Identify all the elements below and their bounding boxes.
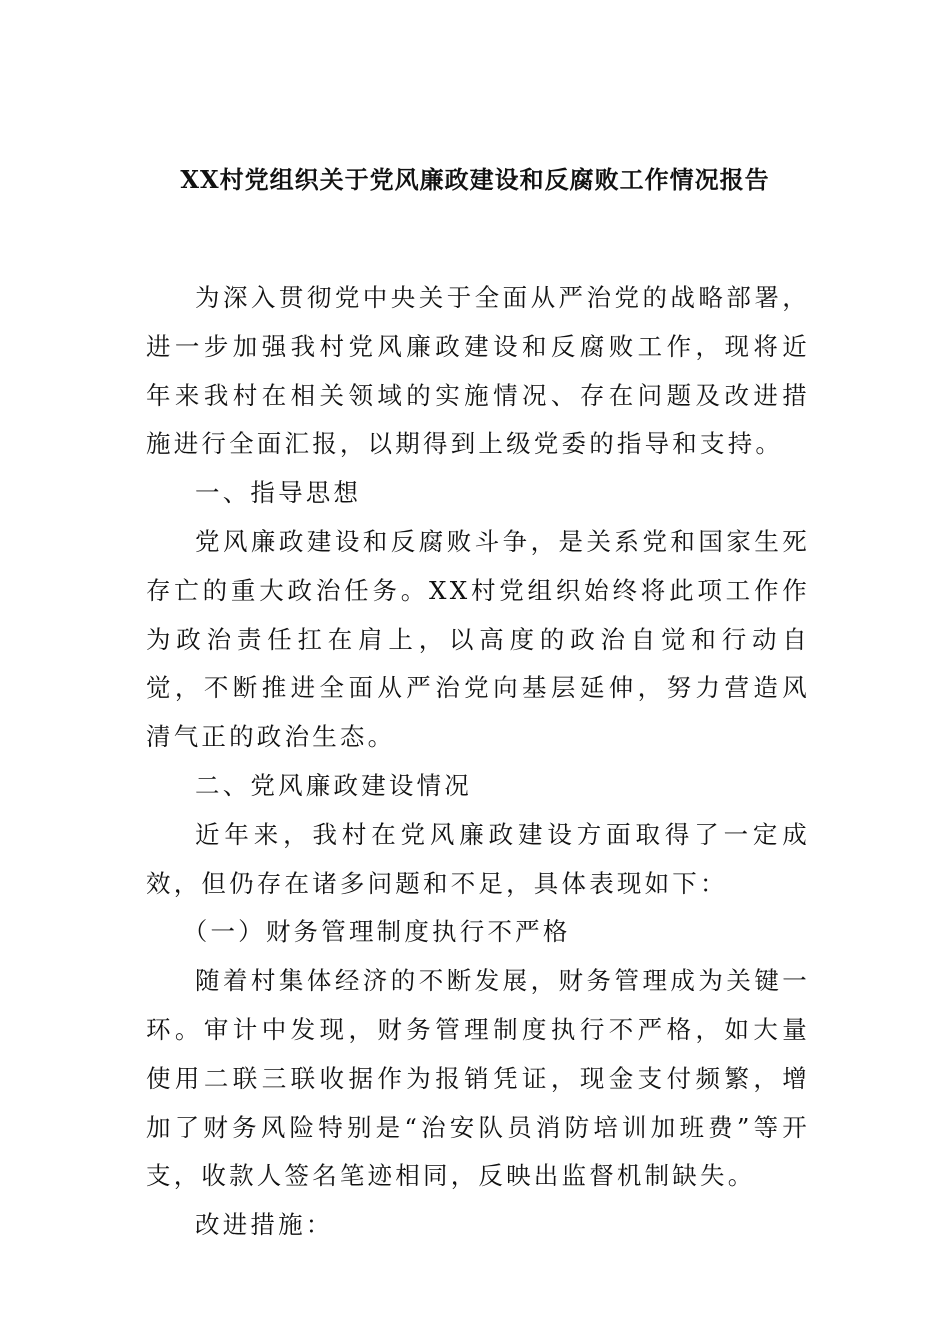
- section-heading-construction-status: 二、党风廉政建设情况: [195, 770, 472, 800]
- guiding-ideology-paragraph: 党风廉政建设和反腐败斗争，是关系党和国家生死存亡的重大政治任务。XX村党组织始终将此项工作作为政治责任扛在肩上，以高度的政治自觉和行动自觉，不断推进全面从严治党向基层延伸，努力营造风清气正的政治生态。: [146, 526, 810, 752]
- document-body: [146, 274, 810, 1250]
- section-heading-guiding-ideology: 一、指导思想: [195, 478, 362, 508]
- subsection-heading-finance: （一）财务管理制度执行不严格: [182, 917, 571, 947]
- construction-status-paragraph: 近年来，我村在党风廉政建设方面取得了一定成效，但仍存在诸多问题和不足，具体表现如下：: [146, 819, 810, 898]
- intro-paragraph: 为深入贯彻党中央关于全面从严治党的战略部署，进一步加强我村党风廉政建设和反腐败工作，现将近年来我村在相关领域的实施情况、存在问题及改进措施进行全面汇报，以期得到上级党委的指导和支持。: [146, 283, 810, 459]
- improvement-measures-label: 改进措施：: [195, 1210, 334, 1240]
- document-title: XX村党组织关于党风廉政建设和反腐败工作情况报告: [180, 165, 770, 194]
- finance-paragraph: 随着村集体经济的不断发展，财务管理成为关键一环。审计中发现，财务管理制度执行不严格，如大量使用二联三联收据作为报销凭证，现金支付频繁，增加了财务风险特别是“治安队员消防培训加班费”等开支，收款人签名笔迹相同，反映出监督机制缺失。: [146, 966, 810, 1191]
